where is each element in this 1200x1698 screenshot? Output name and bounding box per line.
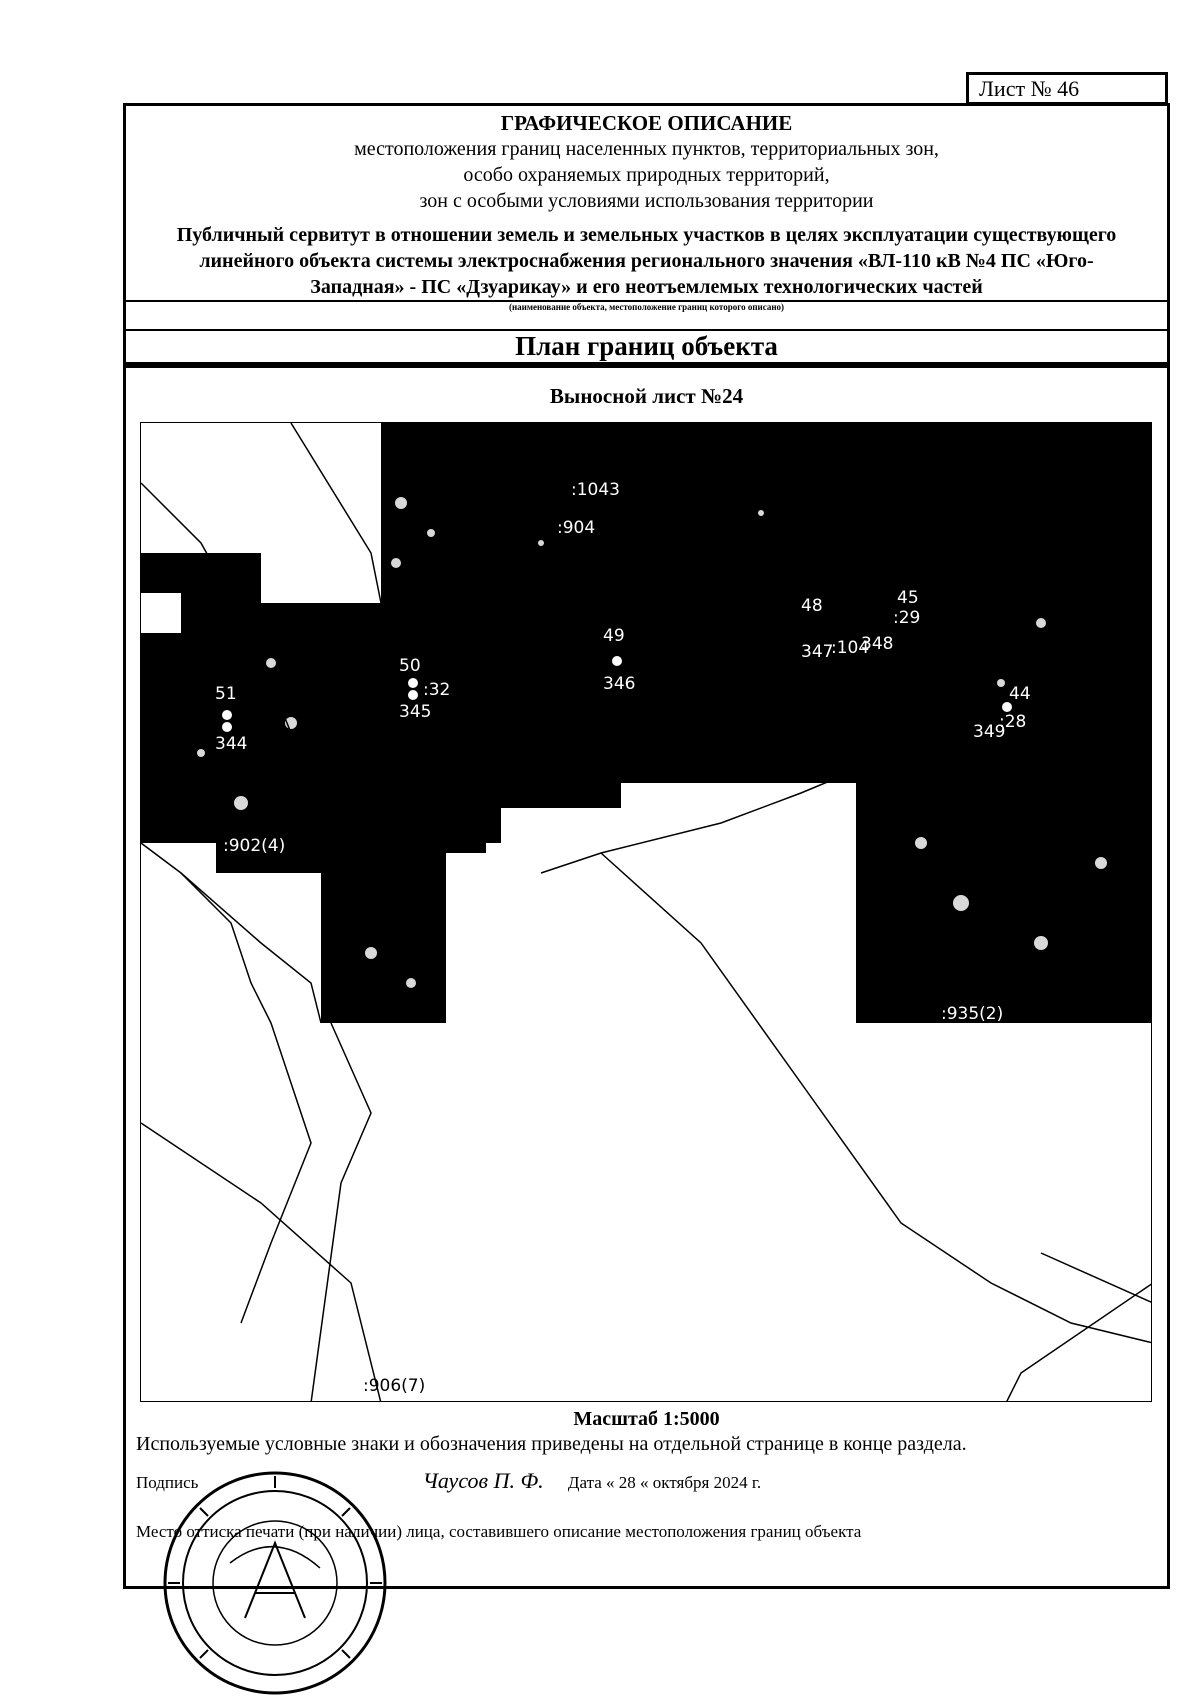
boundary-point — [221, 709, 233, 721]
signature-row — [136, 1468, 761, 1494]
seal-note: Место оттиска печати (при наличии) лица, составившего описание местоположения границ объекта — [136, 1522, 862, 1541]
sheet-number: Лист № 46 — [966, 72, 1168, 105]
point-label: 344 — [215, 734, 248, 754]
parcel-label: :32 — [423, 680, 451, 700]
point-label: 348 — [861, 634, 894, 654]
signature-label: Подпись — [136, 1473, 199, 1492]
parcel-label: :104 — [831, 638, 870, 658]
point-label: 48 — [801, 596, 823, 616]
legend-note: Используемые условные знаки и обозначения приведены на отдельной странице в конце раздела. — [136, 1433, 967, 1455]
object-name: Публичный сервитут в отношении земель и земельных участков в целях эксплуатации существующего линейного объекта системы электроснабжения регионального значения «ВЛ-110 кВ №4 ПС «Юго-Западная» - ПС «Дзуарикау» и его неотъемлемых технологических частей — [176, 224, 1117, 298]
subtitle-line-1: местоположения границ населенных пунктов, территориальных зон, — [354, 138, 939, 160]
sheet-subtitle: Выносной лист №24 — [549, 384, 744, 408]
point-label: 347 — [801, 642, 834, 662]
subtitle-line-3: зон с особыми условиями использования территории — [419, 190, 874, 212]
point-label: 51 — [215, 684, 237, 704]
parcel-label: :902(4) — [223, 836, 286, 856]
map-plan — [140, 422, 1152, 1402]
signer-name: Чаусов П. Ф. — [422, 1468, 544, 1493]
parcel-label: :29 — [893, 608, 921, 628]
boundary-point — [221, 721, 233, 733]
white-area — [141, 593, 181, 633]
white-area — [446, 853, 621, 1023]
signature-date: Дата « 28 « октября 2024 г. — [567, 1473, 762, 1492]
document-header — [126, 106, 1167, 326]
parcel-label: :935(2) — [941, 1004, 1004, 1024]
boundary-point — [407, 677, 419, 689]
point-label: 346 — [603, 674, 636, 694]
parcel-label: :28 — [999, 712, 1027, 732]
white-area — [141, 423, 381, 553]
boundary-point — [407, 689, 419, 701]
subtitle-line-2: особо охраняемых природных территорий, — [463, 164, 830, 186]
boundary-point — [611, 655, 623, 667]
point-label: 345 — [399, 702, 432, 722]
point-label: 49 — [603, 626, 625, 646]
document-frame — [123, 103, 1170, 1589]
white-area — [501, 808, 621, 853]
parcel-label: :1043 — [571, 480, 620, 500]
divider — [126, 365, 1167, 368]
aerial-block — [856, 783, 1152, 1023]
object-caption: (наименование объекта, местоположение границ которого описано) — [508, 302, 785, 312]
white-area — [141, 1023, 1152, 1402]
point-label: 50 — [399, 656, 421, 676]
plan-title: План границ объекта — [515, 331, 778, 361]
parcel-label: :904 — [557, 518, 596, 538]
point-label: 44 — [1009, 684, 1031, 704]
aerial-block — [326, 603, 586, 843]
parcel-label: :906(7) — [363, 1376, 426, 1396]
point-label: 349 — [973, 722, 1006, 742]
point-label: 45 — [897, 588, 919, 608]
document-title: ГРАФИЧЕСКОЕ ОПИСАНИЕ — [500, 111, 793, 135]
map-scale: Масштаб 1:5000 — [573, 1408, 720, 1430]
aerial-block — [221, 603, 331, 863]
map-drawing — [141, 423, 1152, 1402]
